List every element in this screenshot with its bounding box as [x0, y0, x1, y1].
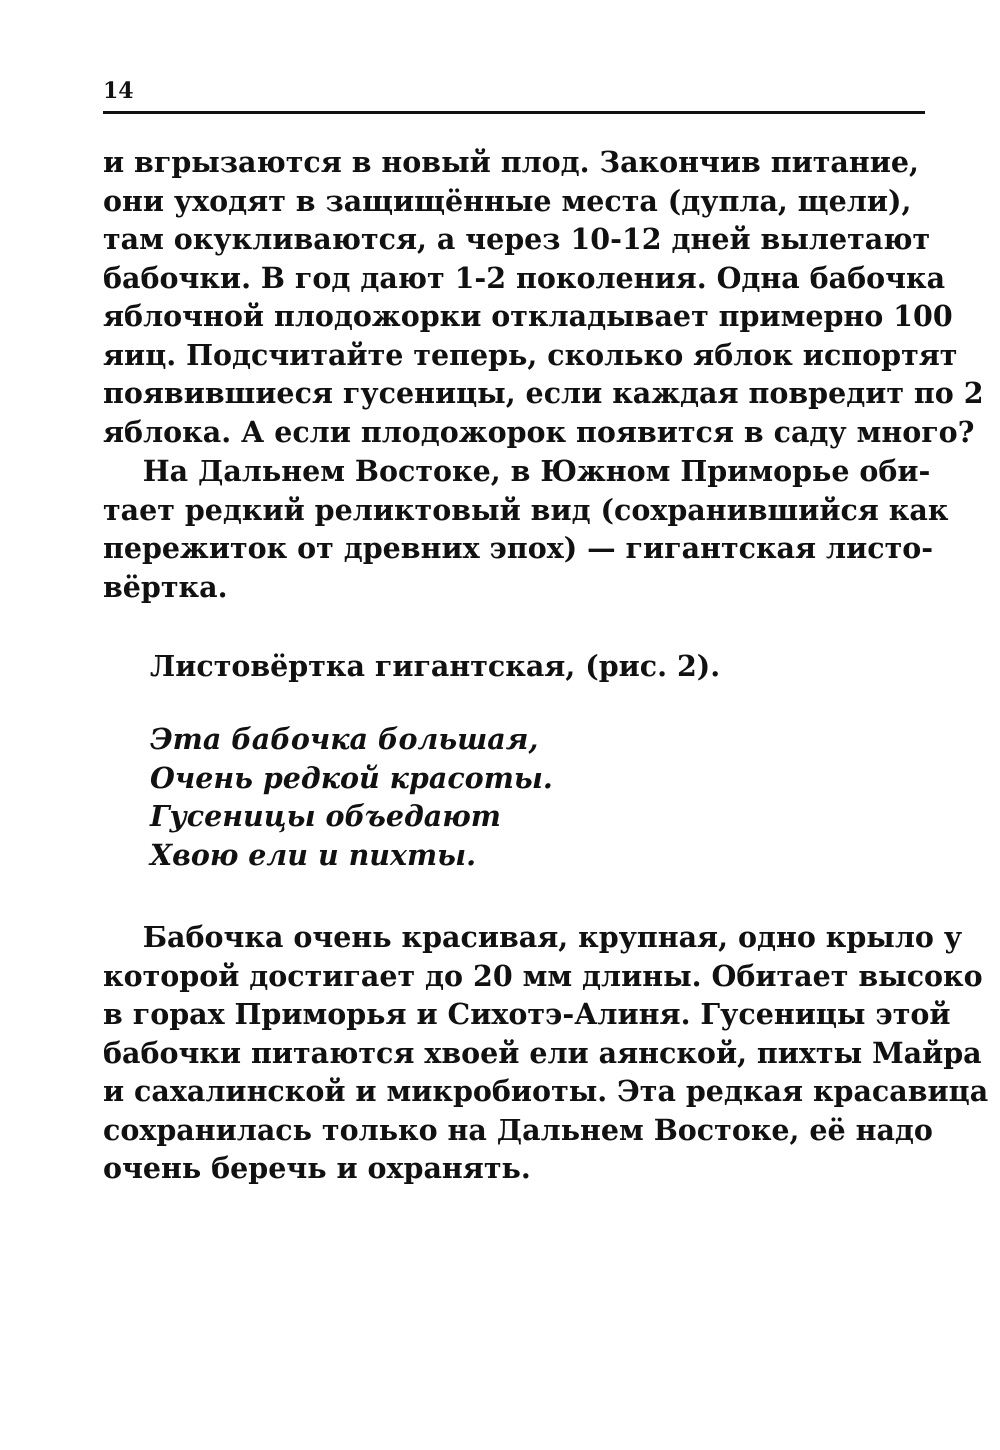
paragraph-far-east [103, 452, 949, 606]
poem-line: Эта бабочка большая, [150, 722, 539, 756]
text-line: сохранилась только на Дальнем Востоке, её надо [103, 1112, 933, 1147]
text-line: яблочной плодожорки откладывает примерно 100 [103, 299, 953, 333]
poem-line: Хвою ели и пихты. [150, 837, 477, 872]
text-line: там окукливаются, а через 10-12 дней вылетают [103, 222, 931, 256]
text-line: На Дальнем Востоке, в Южном Приморье оби- [103, 454, 931, 488]
text-line: которой достигает до 20 мм длины. Обитает высоко [103, 958, 983, 993]
paragraph-codling-moth [103, 143, 984, 451]
poem [150, 720, 925, 874]
text-line: яблока. А если плодожорок появится в саду много? [103, 414, 975, 449]
poem-line: Очень редкой красоты. [150, 760, 553, 795]
text-line: бабочки питаются хвоей ели аянской, пихты Майра [103, 1035, 982, 1070]
text-line: очень беречь и охранять. [103, 1151, 531, 1185]
text-line: появившиеся гусеницы, если каждая повредит по 2 [103, 376, 984, 410]
poem-line: Гусеницы объедают [150, 799, 501, 833]
text-line: яиц. Подсчитайте теперь, сколько яблок испортят [103, 337, 958, 372]
text-line: бабочки. В год дают 1-2 поколения. Одна бабочка [103, 260, 946, 295]
text-line: и сахалинской и микробиоты. Эта редкая красавица [103, 1074, 989, 1108]
text-line: вёртка. [103, 569, 228, 604]
section-subheading: Листовёртка гигантская, (рис. 2). [150, 649, 721, 683]
text-line: тает редкий реликтовый вид (сохранившийся как [103, 492, 949, 527]
text-line: в горах Приморья и Сихотэ-Алиня. Гусеницы этой [103, 997, 951, 1031]
text-line: Бабочка очень красивая, крупная, одно крыло у [103, 920, 963, 954]
page-number: 14 [103, 78, 134, 104]
text-line: они уходят в защищённые места (дупла, щели), [103, 183, 912, 218]
text-line: пережиток от древних эпох) — гигантская листо- [103, 531, 934, 565]
paragraph-butterfly-description [103, 918, 989, 1188]
header-rule [103, 111, 925, 114]
text-line: и вгрызаются в новый плод. Закончив питание, [103, 145, 919, 179]
